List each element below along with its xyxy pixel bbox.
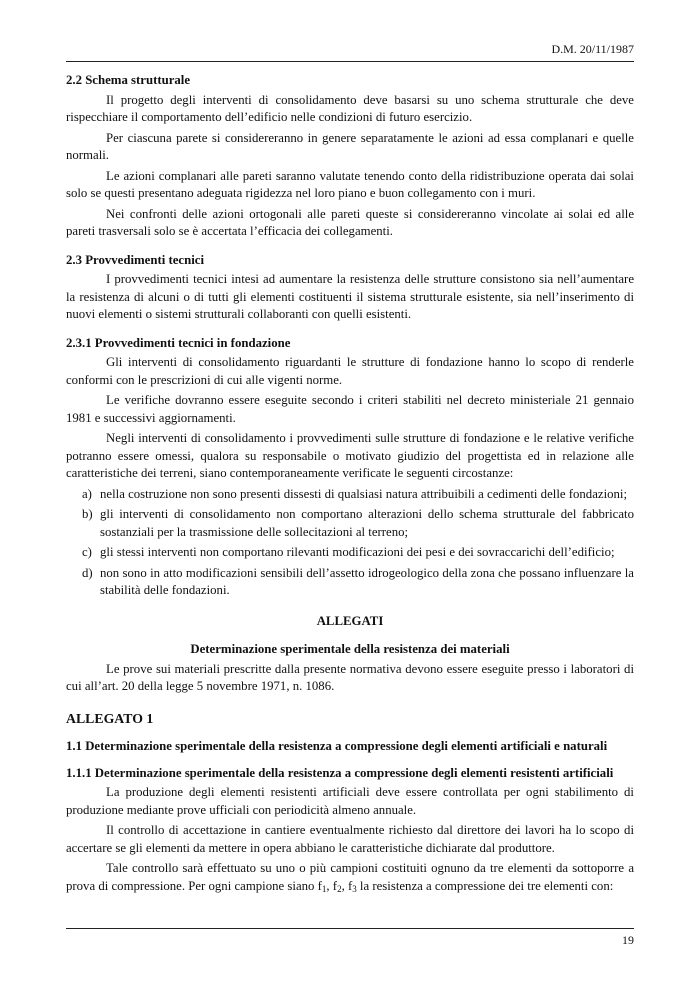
- list-item-label: a): [82, 486, 92, 501]
- header-rule: [66, 61, 634, 62]
- paragraph: La produzione degli elementi resistenti artificiali deve essere controllata per ogni stabilimento di produzione mediante prove ufficiali con periodicità almeno annuale.: [66, 785, 634, 817]
- list-item-label: b): [82, 507, 93, 521]
- footer-rule: [66, 928, 634, 929]
- paragraph: Il progetto degli interventi di consolidamento deve basarsi su uno schema strutturale che deve rispecchiare il comportamento dell’edificio nelle condizioni di futuro esercizio.: [66, 92, 634, 124]
- section-heading-1-1-1: 1.1.1 Determinazione sperimentale della resistenza a compressione degli elementi resistenti artificiali: [66, 765, 614, 780]
- allegati-subtitle: Determinazione sperimentale della resistenza dei materiali: [190, 642, 510, 656]
- allegato-1-title: ALLEGATO 1: [66, 710, 154, 726]
- allegati-title: ALLEGATI: [316, 613, 384, 628]
- paragraph: Nei confronti delle azioni ortogonali alle pareti queste si considereranno vincolate ai solai ed alle pareti trasversali solo se è accertata l’efficacia dei collegamenti.: [66, 206, 634, 238]
- running-header: D.M. 20/11/1987: [551, 42, 634, 56]
- list-item-text: non sono in atto modificazioni sensibili dell’assetto idrogeologico della zona che possano influenzare la stabilità delle fondazioni.: [100, 565, 634, 597]
- list-item: [66, 506, 634, 541]
- list-item: [66, 486, 634, 504]
- paragraph: Gli interventi di consolidamento riguardanti le strutture di fondazione hanno lo scopo di renderle conformi con le prescrizioni di cui alle vigenti norme.: [66, 355, 634, 387]
- paragraph: Le verifiche dovranno essere eseguite secondo i criteri stabiliti nel decreto ministeriale 21 gennaio 1981 e successivi aggiornamenti.: [66, 393, 634, 425]
- paragraph: Negli interventi di consolidamento i provvedimenti sulle strutture di fondazione e le relative verifiche potranno essere omessi, qualora su responsabile o motivato giudizio del progettista ed in relazione alle caratteristiche dei terreni, siano contemporaneamente verificate le seguenti circostanze:: [66, 431, 634, 480]
- page-body: [66, 72, 634, 898]
- formula-f3: $f_3$: [347, 878, 357, 894]
- list-item-label: d): [82, 565, 93, 580]
- paragraph-with-formula: Tale controllo sarà effettuato su uno o più campioni costituiti ognuno da tre elementi da sottoporre a prova di compressione. Per ogni campione siano $f_1$, $f_2$, $f_3$ la resistenza a compressione dei tre elementi con:: [66, 861, 634, 894]
- paragraph: Il controllo di accettazione in cantiere eventualmente richiesto dal direttore dei lavori ha lo scopo di accertare se gli elementi da mettere in opera abbiano le caratteristiche dichiarate dal produttore.: [66, 823, 634, 855]
- formula-f1: $f_1$: [317, 878, 327, 894]
- list-item: [66, 565, 634, 600]
- section-heading-1-1: 1.1 Determinazione sperimentale della resistenza a compressione degli elementi artificiali e naturali: [66, 739, 608, 753]
- paragraph: Per ciascuna parete si considereranno in genere separatamente le azioni ad essa complanari e quelle normali.: [66, 130, 634, 162]
- formula-f2: $f_2$: [332, 878, 342, 894]
- section-heading-2-2: 2.2 Schema strutturale: [66, 73, 191, 87]
- paragraph: I provvedimenti tecnici intesi ad aumentare la resistenza delle strutture consistono sia nell’aumentare la resistenza di alcuni o di tutti gli elementi costituenti il sistema strutturale esistente, sia nell’inserimento di nuovi elementi o sistemi strutturali collaboranti con quelli esistenti.: [66, 272, 634, 321]
- text-run: la resistenza a compressione dei tre elementi con:: [356, 878, 614, 893]
- list-item-label: c): [82, 545, 92, 559]
- list-item-text: nella costruzione non sono presenti dissesti di qualsiasi natura attribuibili a cedimenti delle fondazioni;: [100, 486, 628, 501]
- section-heading-2-3: 2.3 Provvedimenti tecnici: [66, 252, 205, 267]
- section-heading-2-3-1: 2.3.1 Provvedimenti tecnici in fondazione: [66, 335, 291, 350]
- list-item: [66, 544, 634, 562]
- text-run: Tale controllo sarà effettuato su uno o più campioni costituiti ognuno da tre elementi da sottoporre a prova di compressione. Per ogni campione siano: [66, 861, 634, 893]
- list-item-text: gli interventi di consolidamento non comportano alterazioni dello schema strutturale del fabbricato sostanziali per la trasmissione delle sollecitazioni al terreno;: [100, 507, 634, 539]
- list-item-text: gli stessi interventi non comportano rilevanti modificazioni dei pesi e dei sovraccarichi dell’edificio;: [100, 545, 615, 559]
- paragraph: Le azioni complanari alle pareti saranno valutate tenendo conto della ridistribuzione operata dai solai solo se questi presentano adeguata rigidezza nel loro piano e buon collegamento con i muri.: [66, 168, 634, 200]
- page-number: 19: [622, 933, 634, 947]
- paragraph: Le prove sui materiali prescritte dalla presente normativa devono essere eseguite presso i laboratori di cui all’art. 20 della legge 5 novembre 1971, n. 1086.: [66, 661, 634, 693]
